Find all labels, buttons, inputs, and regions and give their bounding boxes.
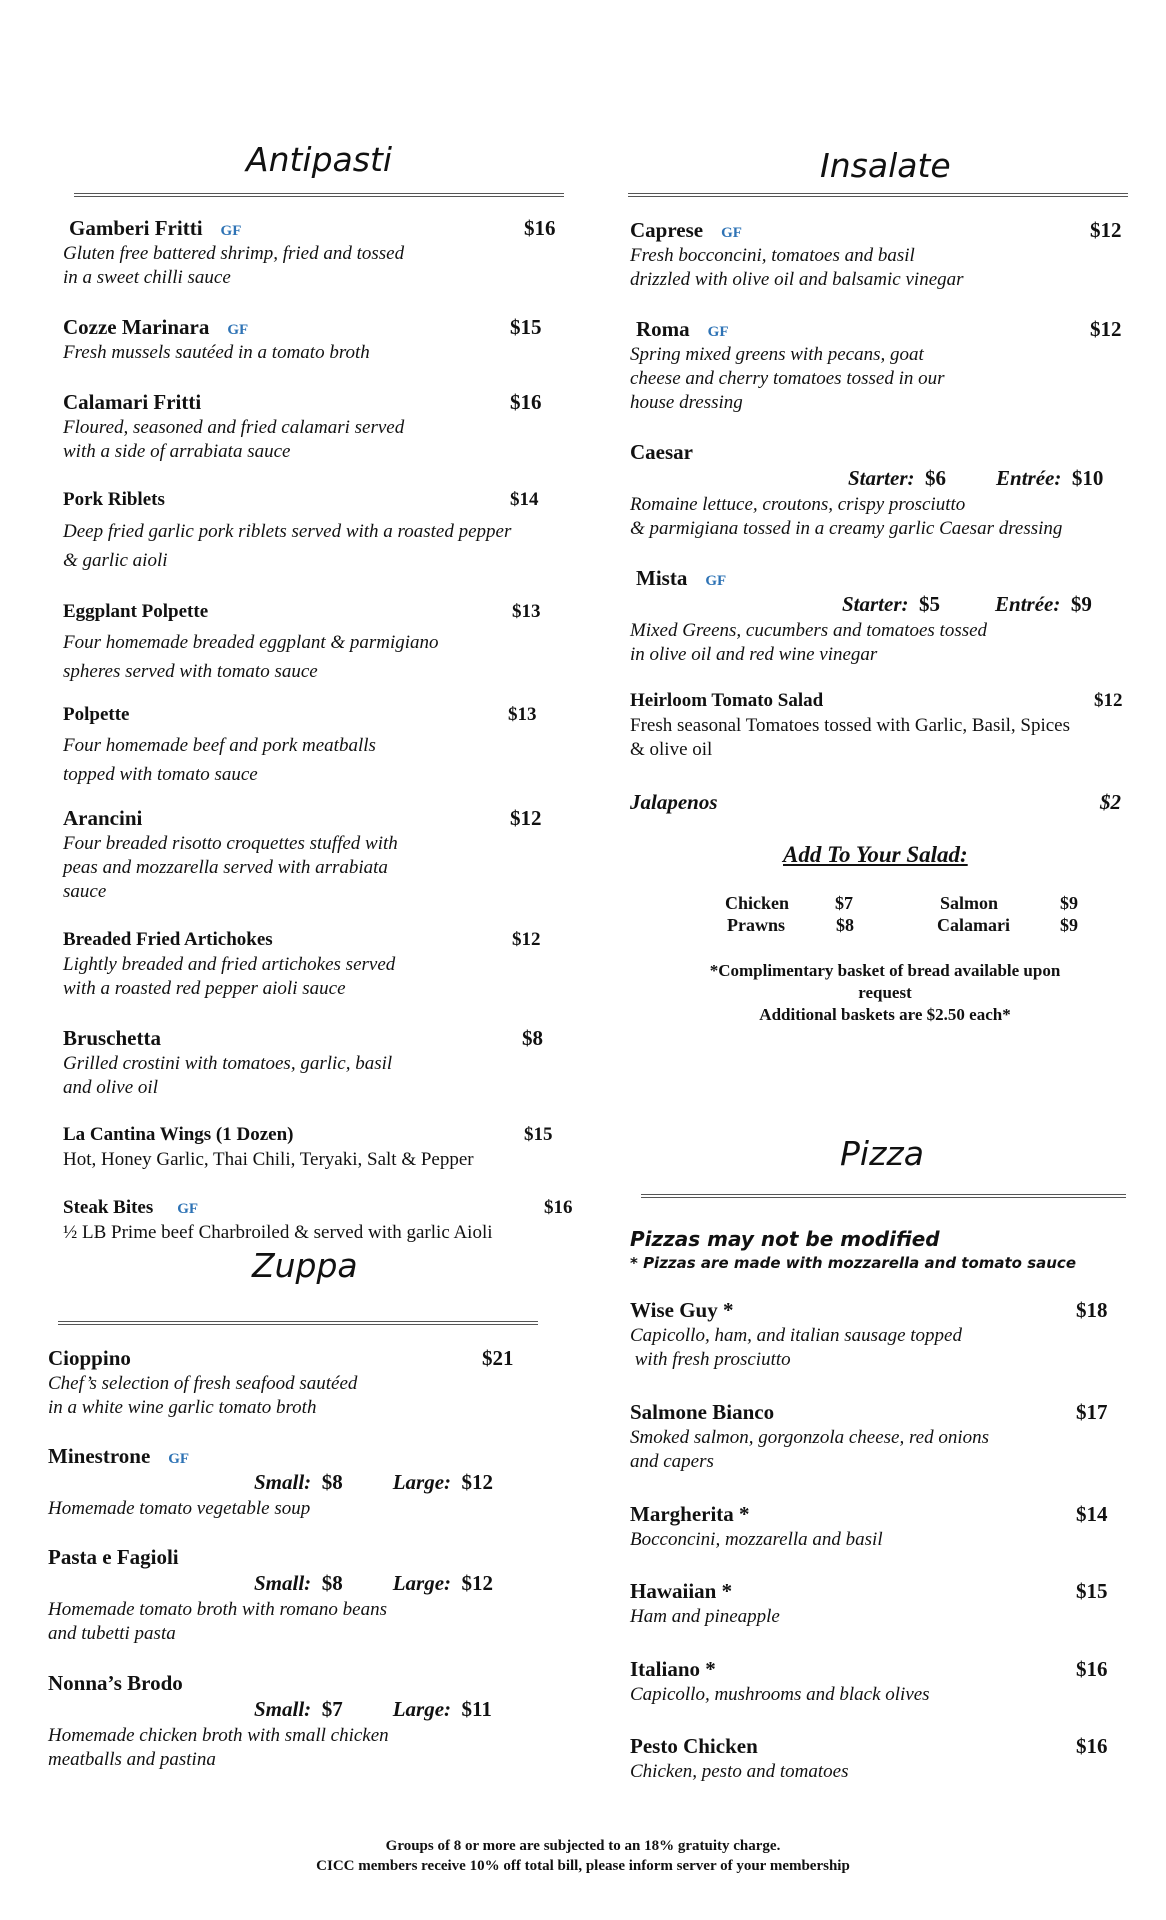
menu-item-name: Bruschetta: [63, 1026, 161, 1050]
pizza-divider: [641, 1194, 1126, 1198]
addon-name: Salmon: [940, 893, 999, 913]
menu-item-name: Gamberi Fritti GF: [69, 216, 242, 240]
menu-item-description: Smoked salmon, gorgonzola cheese, red onions and capers: [630, 1427, 990, 1472]
menu-item-price: $12: [1090, 218, 1122, 242]
gluten-free-badge: GF: [721, 225, 742, 241]
menu-item-price: $16: [544, 1197, 573, 1218]
menu-item-description: Four breaded risotto croquettes stuffed with peas and mozzarella served with arrabiata sauce: [63, 833, 398, 902]
pizza-title: Pizza: [840, 1134, 924, 1173]
menu-item-price: $15: [1076, 1579, 1108, 1603]
antipasti-title: Antipasti: [246, 140, 393, 179]
menu-item-description: Grilled crostini with tomatoes, garlic, basil and olive oil: [63, 1053, 393, 1098]
insalate-divider: [628, 193, 1128, 197]
menu-item-name: Polpette: [63, 704, 130, 725]
menu-item-price: $12: [512, 929, 541, 950]
menu-item-description: Ham and pineapple: [630, 1606, 780, 1627]
gluten-free-badge: GF: [220, 223, 242, 239]
pizza-note-modified: Pizzas may not be modified: [630, 1227, 940, 1251]
menu-item-description: Deep fried garlic pork riblets served with a roasted pepper & garlic aioli: [63, 521, 512, 571]
menu-item-price: $15: [524, 1124, 553, 1145]
menu-item-description: Fresh seasonal Tomatoes tossed with Garlic, Basil, Spices & olive oil: [630, 715, 1071, 760]
menu-item-name: Steak Bites GF: [63, 1197, 199, 1218]
menu-item-name: Cozze Marinara GF: [63, 315, 249, 339]
menu-item-price: $15: [510, 315, 542, 339]
menu-item-name: Pasta e Fagioli: [48, 1545, 179, 1569]
gluten-free-badge: GF: [705, 573, 727, 589]
zuppa-divider: [58, 1321, 538, 1325]
membership-note: CICC members receive 10% off total bill, please inform server of your membership: [316, 1858, 850, 1874]
menu-item-description: Four homemade beef and pork meatballs topped with tomato sauce: [63, 735, 376, 785]
menu-item-description: Floured, seasoned and fried calamari served with a side of arrabiata sauce: [63, 417, 405, 462]
menu-item-description: Homemade tomato vegetable soup: [48, 1498, 311, 1519]
menu-item-description: Gluten free battered shrimp, fried and tossed in a sweet chilli sauce: [63, 243, 405, 288]
menu-item-price: $12: [1094, 690, 1123, 711]
menu-item-description: Hot, Honey Garlic, Thai Chili, Teryaki, Salt & Pepper: [63, 1149, 474, 1170]
size-prices: Small: $8 Large: $12: [254, 1470, 494, 1494]
zuppa-title: Zuppa: [252, 1246, 358, 1285]
gluten-free-badge: GF: [168, 1451, 190, 1467]
menu-item-description: Romaine lettuce, croutons, crispy prosciutto & parmigiana tossed in a creamy garlic Caesar dressing: [630, 494, 1063, 539]
addon-price: $8: [836, 915, 854, 935]
antipasti-divider: [74, 193, 564, 197]
addon-name: Chicken: [725, 893, 790, 913]
menu-item-name: Pesto Chicken: [630, 1734, 758, 1758]
menu-item-price: $13: [508, 704, 537, 725]
menu-item-name: Calamari Fritti: [63, 390, 202, 414]
menu-item-price: $8: [522, 1026, 543, 1050]
menu-item-description: Spring mixed greens with pecans, goat cheese and cherry tomatoes tossed in our house dressing: [630, 344, 945, 413]
menu-item-name: Salmone Bianco: [630, 1400, 775, 1424]
menu-item-name: Nonna’s Brodo: [48, 1671, 183, 1695]
menu-item-price: $14: [510, 489, 539, 510]
menu-item-price: $16: [1076, 1734, 1108, 1758]
menu-item-name: Roma GF: [636, 317, 729, 341]
menu-item-name: Arancini: [63, 806, 143, 830]
menu-item-name: Hawaiian *: [630, 1579, 733, 1603]
menu-item-name: Jalapenos: [630, 790, 718, 814]
menu-item-name: Eggplant Polpette: [63, 601, 209, 622]
menu-item-description: Chef’s selection of fresh seafood sautéed in a white wine garlic tomato broth: [48, 1373, 358, 1418]
menu-item-price: $14: [1076, 1502, 1108, 1526]
menu-item-description: Lightly breaded and fried artichokes served with a roasted red pepper aioli sauce: [63, 954, 396, 999]
addon-name: Calamari: [937, 915, 1010, 935]
menu-item-description: Homemade tomato broth with romano beans and tubetti pasta: [48, 1599, 387, 1644]
menu-item-name: Mista GF: [636, 566, 727, 590]
menu-item-description: ½ LB Prime beef Charbroiled & served with garlic Aioli: [63, 1222, 493, 1243]
menu-item-name: Wise Guy *: [630, 1298, 734, 1322]
menu-item-name: La Cantina Wings (1 Dozen): [63, 1124, 294, 1145]
size-prices: Small: $7 Large: $11: [254, 1697, 492, 1721]
addon-price: $9: [1060, 893, 1078, 913]
addon-price: $9: [1060, 915, 1078, 935]
menu-item-price: $16: [510, 390, 542, 414]
bread-note: *Complimentary basket of bread available upon request Additional baskets are $2.50 each*: [709, 961, 1061, 1024]
menu-item-description: Capicollo, ham, and italian sausage topped with fresh prosciutto: [630, 1325, 962, 1370]
insalate-title: Insalate: [820, 146, 951, 185]
menu-item-price: $2: [1100, 790, 1121, 814]
menu-item-description: Fresh bocconcini, tomatoes and basil drizzled with olive oil and balsamic vinegar: [630, 245, 964, 290]
menu-item-name: Caprese GF: [630, 218, 742, 242]
menu-item-name: Margherita *: [630, 1502, 750, 1526]
menu-item-name: Heirloom Tomato Salad: [630, 690, 824, 711]
menu-item-price: $12: [1090, 317, 1122, 341]
pizza-note-sauce: * Pizzas are made with mozzarella and tomato sauce: [630, 1254, 1077, 1272]
menu-item-price: $13: [512, 601, 541, 622]
footer-note: [0, 1836, 1166, 1876]
starter-entree-prices: Starter: $5 Entrée: $9: [842, 592, 1092, 616]
menu-item-price: $18: [1076, 1298, 1108, 1322]
addon-price: $7: [835, 893, 853, 913]
menu-item-description: Mixed Greens, cucumbers and tomatoes tossed in olive oil and red wine vinegar: [630, 620, 988, 665]
menu-item-price: $12: [510, 806, 542, 830]
menu-item-name: Pork Riblets: [63, 489, 165, 510]
menu-item-description: Fresh mussels sautéed in a tomato broth: [63, 342, 370, 363]
gluten-free-badge: GF: [707, 324, 729, 340]
gluten-free-badge: GF: [227, 322, 249, 338]
add-to-salad-title: Add To Your Salad:: [783, 842, 968, 867]
menu-item-name: Caesar: [630, 440, 693, 464]
gratuity-note: Groups of 8 or more are subjected to an 18% gratuity charge.: [385, 1838, 781, 1854]
menu-item-price: $21: [482, 1346, 514, 1370]
menu-item-description: Chicken, pesto and tomatoes: [630, 1761, 849, 1782]
menu-item-description: Homemade chicken broth with small chicken meatballs and pastina: [48, 1725, 389, 1770]
menu-item-name: Cioppino: [48, 1346, 131, 1370]
size-prices: Small: $8 Large: $12: [254, 1571, 494, 1595]
menu-item-description: Four homemade breaded eggplant & parmigiano spheres served with tomato sauce: [63, 632, 439, 682]
menu-item-description: Capicollo, mushrooms and black olives: [630, 1684, 930, 1705]
menu-item-description: Bocconcini, mozzarella and basil: [630, 1529, 883, 1550]
menu-item-price: $16: [1076, 1657, 1108, 1681]
gluten-free-badge: GF: [177, 1201, 199, 1217]
addon-name: Prawns: [727, 915, 785, 935]
starter-entree-prices: Starter: $6 Entrée: $10: [848, 466, 1104, 490]
menu-item-name: Italiano *: [630, 1657, 716, 1681]
menu-item-name: Breaded Fried Artichokes: [63, 929, 273, 950]
menu-item-name: Minestrone GF: [48, 1444, 190, 1468]
menu-item-price: $16: [524, 216, 556, 240]
menu-item-price: $17: [1076, 1400, 1108, 1424]
